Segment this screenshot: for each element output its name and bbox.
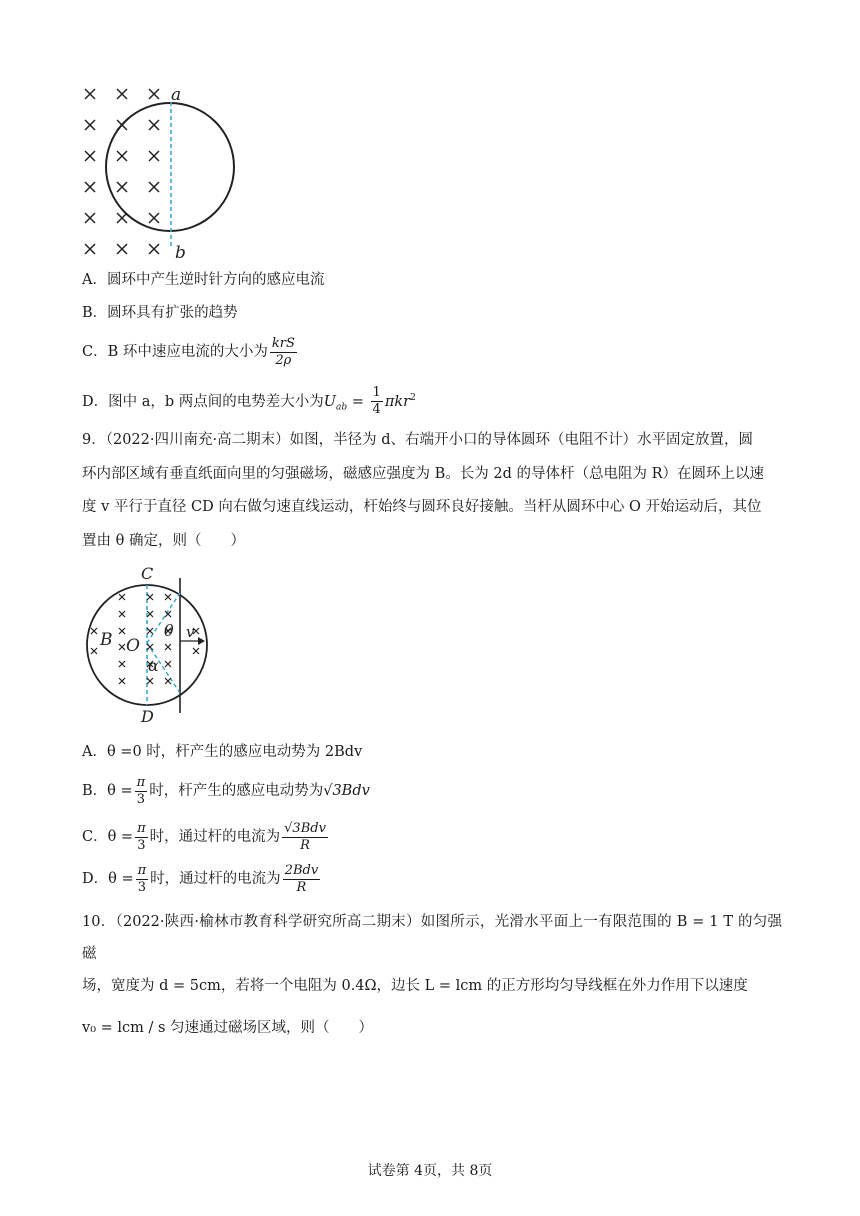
conducting-ring (106, 103, 234, 231)
label-alpha: α (148, 656, 159, 675)
figure-rod-on-ring (80, 563, 215, 728)
q9-option-c-current: $\frac{\text{√3Bdv}}{R}$ (284, 820, 326, 853)
q10-stem (82, 906, 782, 1044)
q9-option-b-fraction: $\frac{\pi}{3}$ (136, 774, 146, 807)
q8-option-d-fraction: $\frac{1}{4}$ (372, 385, 381, 418)
q9-stem-line: 环内部区域有垂直纸面向里的匀强磁场，磁感应强度为 B。长为 2d 的导体杆（总电阻为 R）在圆环上以速 (82, 465, 765, 482)
q8-option-d-text: D．图中 a，b 两点间的电势差大小为 (82, 393, 324, 410)
q8-option-a[interactable]: A．圆环中产生逆时针方向的感应电流 (82, 272, 325, 288)
label-a: a (171, 85, 182, 105)
label-c: C (141, 564, 154, 583)
page-footer: 试卷第 4页，共 8页 (367, 1163, 493, 1179)
label-v: v (186, 623, 195, 641)
q8-option-b[interactable]: B．圆环具有扩张的趋势 (82, 305, 238, 321)
q10-stem-line: 场，宽度为 d = 5cm，若将一个电阻为 0.4Ω，边长 L = lcm 的正方形均匀导线框在外力作用下以速度 (82, 978, 748, 994)
q9-option-d-current: $\frac{\text{2Bdv}}{R}$ (284, 862, 319, 895)
q8-option-c-fraction: $\frac{\text{krS}}{2\rho}$ (271, 335, 295, 368)
label-o: O (126, 636, 140, 656)
figure-ring-in-field (78, 80, 258, 270)
q10-stem-line: v₀ = lcm / s 匀速通过磁场区域，则（ ） (82, 1020, 374, 1036)
q9-stem-line: 9．（2022·四川南充·高二期末）如图，半径为 d、右端开小口的导体圆环（电阻不计）水平固定放置，圆 (82, 432, 753, 448)
field-crosses (85, 89, 159, 254)
label-theta: θ (164, 621, 174, 640)
q9-stem-line: 置由 θ 确定，则（ ） (82, 532, 245, 549)
q9-stem (82, 424, 782, 558)
label-d: D (141, 707, 154, 726)
q9-option-a[interactable]: A．θ =0 时，杆产生的感应电动势为 2Bdv (82, 744, 363, 760)
q9-option-d-fraction: $\frac{\pi}{3}$ (137, 862, 147, 895)
q8-option-c[interactable] (82, 335, 299, 369)
label-b-field: B (100, 630, 113, 650)
q9-option-b[interactable]: B．θ = $\frac{\pi}{3}$ 时，杆产生的感应电动势为√3Bdv (82, 774, 370, 807)
q9-option-c[interactable]: C．θ = $\frac{\pi}{3}$ 时，通过杆的电流为 $\frac{\text{√3Bdv}}{R}$ (82, 820, 326, 853)
q9-option-c-fraction: $\frac{\pi}{3}$ (137, 820, 146, 853)
q8-option-c-text: C．B 环中速应电流的大小为 (82, 344, 268, 360)
q8-option-d[interactable]: D．图中 a，b 两点间的电势差大小为$U_{ab}$ = $\frac{1}{4}$ πkr$^2$ (82, 385, 416, 418)
q9-option-d[interactable]: D．θ = $\frac{\pi}{3}$ 时，通过杆的电流为 $\frac{\text{2Bdv}}{R}$ (82, 862, 319, 895)
q9-stem-line: 度 v 平行于直径 CD 向右做匀速直线运动，杆始终与圆环良好接触。当杆从圆环中心 O 开始运动后，其位 (82, 499, 762, 515)
label-b: b (175, 243, 186, 263)
q10-stem-line: 10．（2022·陕西·榆林市教育科学研究所高二期末）如图所示，光滑水平面上一有限范围的 B = 1 T 的匀强磁 (82, 914, 782, 962)
arrow-icon (198, 637, 205, 645)
